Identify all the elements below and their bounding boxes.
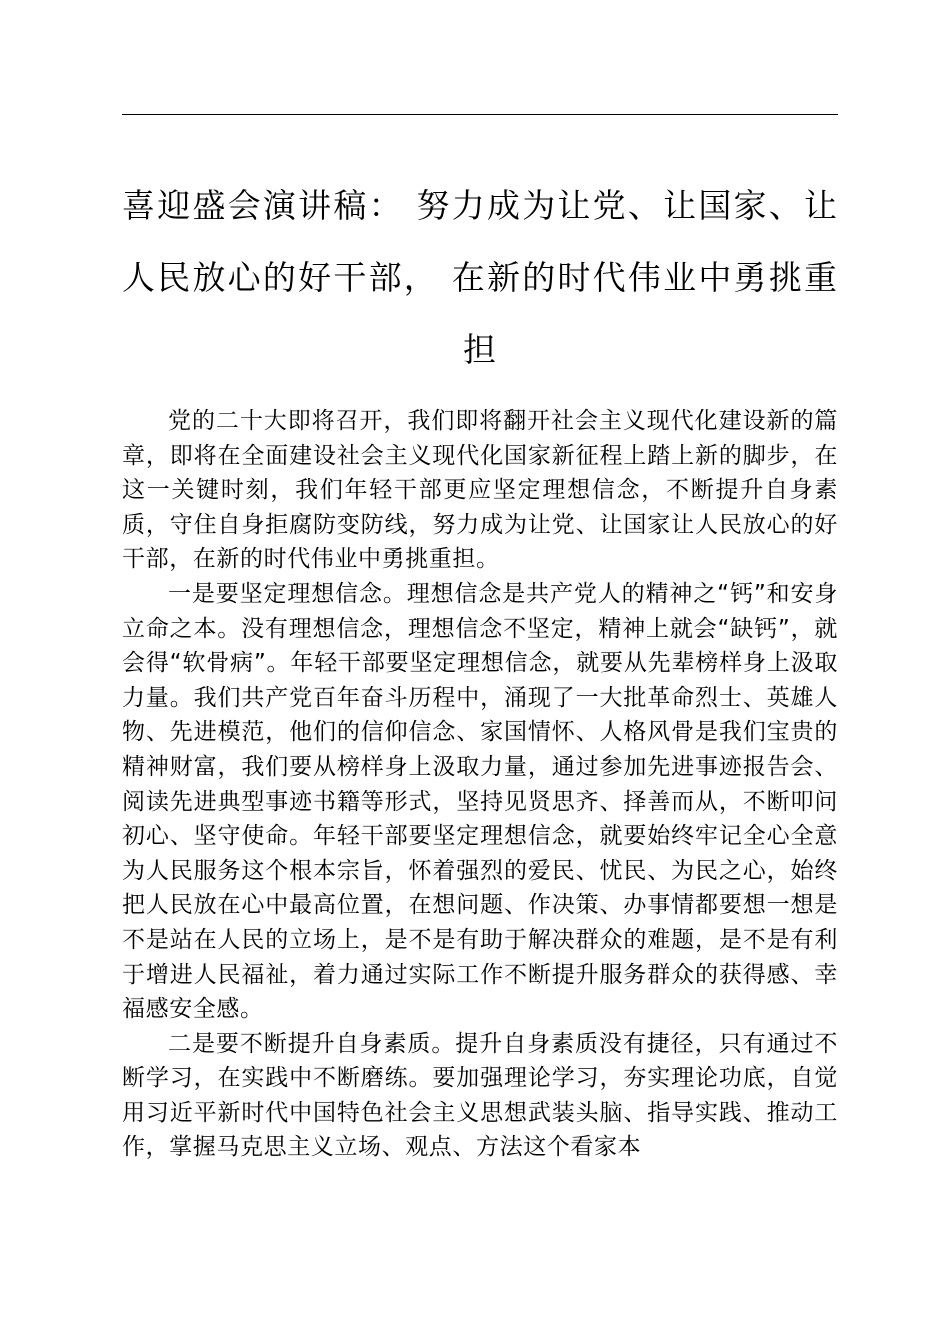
paragraph-intro: 党的二十大即将召开，我们即将翻开社会主义现代化建设新的篇章，即将在全面建设社会主义现代化国家新征程上踏上新的脚步，在这一关键时刻，我们年轻干部更应坚定理想信念，不断提升自身素质，守住自身拒腐防变防线，努力成为让党、让国家让人民放心的好干部，在新的时代伟业中勇挑重担。 bbox=[122, 408, 838, 573]
header-rule bbox=[122, 114, 838, 115]
paragraph-quality: 二是要不断提升自身素质。提升自身素质没有捷径，只有通过不断学习，在实践中不断磨练。要加强理论学习，夯实理论功底，自觉用习近平新时代中国特色社会主义思想武装头脑、指导实践、推动工作，掌握马克思主义立场、观点、方法这个看家本 bbox=[122, 1030, 838, 1161]
document-body bbox=[122, 404, 838, 1165]
paragraph-ideals: 一是要坚定理想信念。理想信念是共产党人的精神之“钙”和安身立命之本。没有理想信念，理想信念不坚定，精神上就会“缺钙”，就会得“软骨病”。年轻干部要坚定理想信念，就要从先辈榜样身上汲取力量。我们共产党百年奋斗历程中，涌现了一大批革命烈士、英雄人物、先进模范，他们的信仰信念、家国情怀、人格风骨是我们宝贵的精神财富，我们要从榜样身上汲取力量，通过参加先进事迹报告会、阅读先进典型事迹书籍等形式，坚持见贤思齐、择善而从，不断叩问初心、坚守使命。年轻干部要坚定理想信念，就要始终牢记全心全意为人民服务这个根本宗旨，怀着强烈的爱民、忧民、为民之心，始终把人民放在心中最高位置，在想问题、作决策、办事情都要想一想是不是站在人民的立场上，是不是有助于解决群众的难题，是不是有利于增进人民福祉，着力通过实际工作不断提升服务群众的获得感、幸福感安全感。 bbox=[122, 580, 838, 1023]
document-title: 喜迎盛会演讲稿： 努力成为让党、让国家、让人民放心的好干部， 在新的时代伟业中勇挑重担 bbox=[122, 186, 838, 369]
